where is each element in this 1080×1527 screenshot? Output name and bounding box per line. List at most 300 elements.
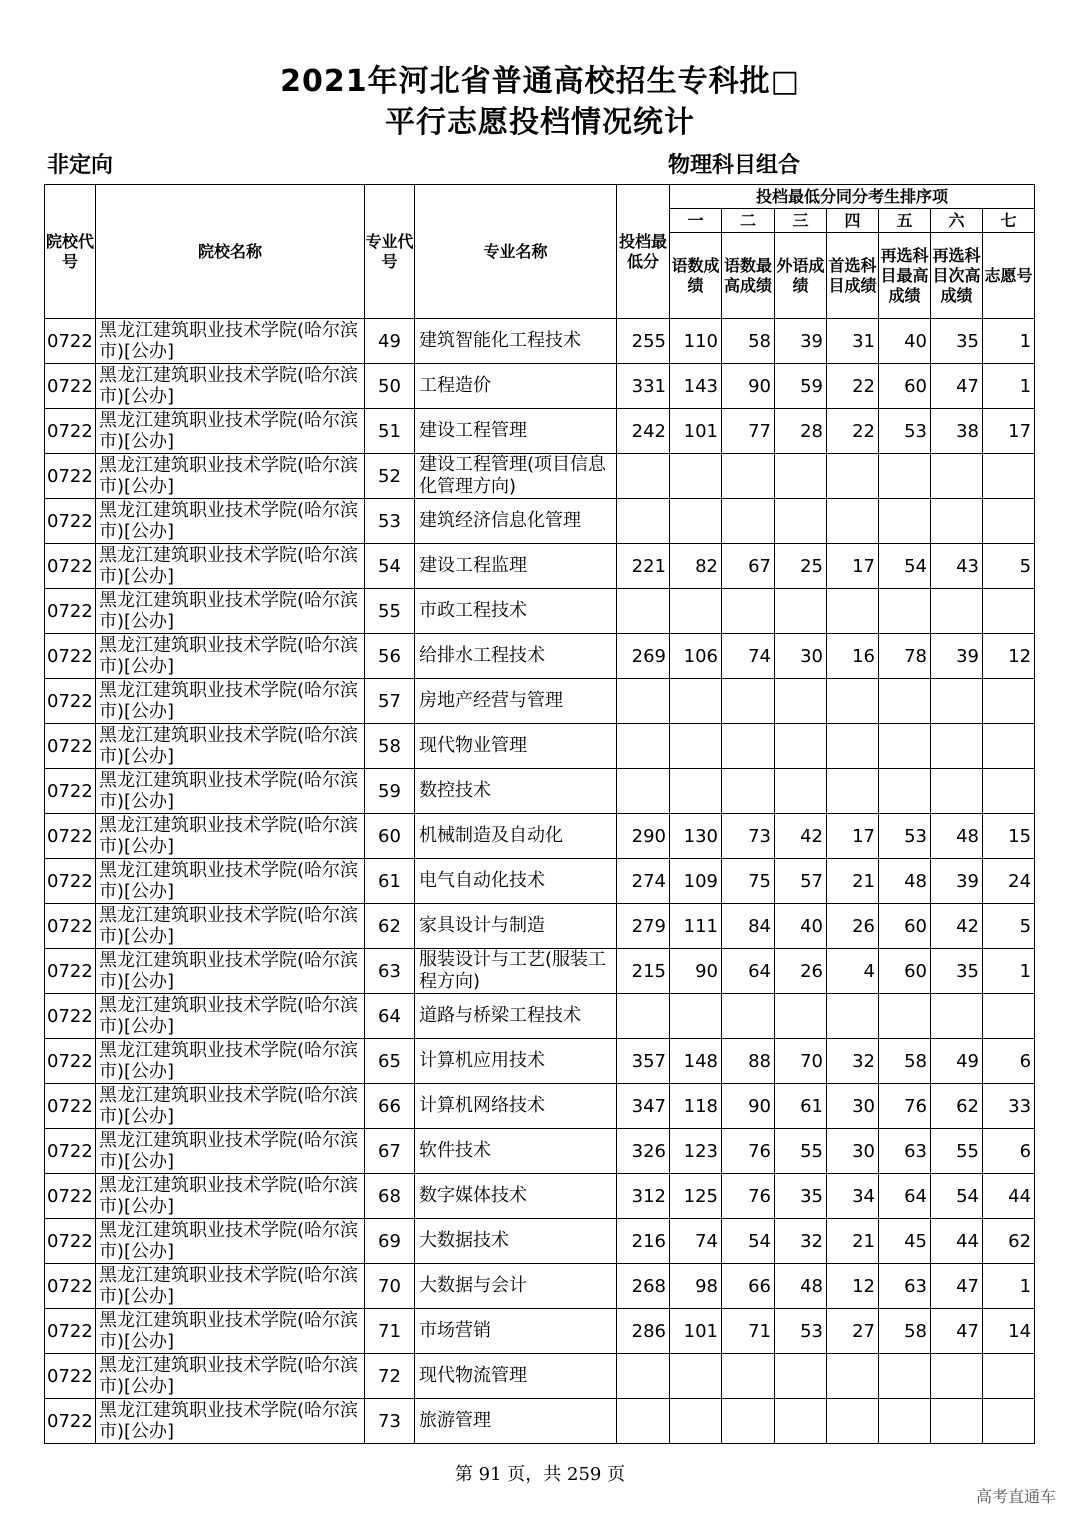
second-subject-max-cell: 58	[879, 1039, 931, 1084]
preference-no-cell: 17	[983, 409, 1035, 454]
chinese-math-cell: 109	[670, 859, 722, 904]
chinese-math-cell	[670, 769, 722, 814]
chinese-math-cell: 143	[670, 364, 722, 409]
school-name-cell: 黑龙江建筑职业技术学院(哈尔滨市)[公办]	[96, 1174, 365, 1219]
min-score-cell	[617, 769, 670, 814]
school-code-cell: 0722	[45, 1309, 96, 1354]
second-subject-next-cell	[931, 769, 983, 814]
major-code-cell: 55	[365, 589, 415, 634]
second-subject-max-cell: 60	[879, 904, 931, 949]
min-score-cell: 312	[617, 1174, 670, 1219]
second-subject-next-cell: 55	[931, 1129, 983, 1174]
major-code-cell: 57	[365, 679, 415, 724]
major-code-cell: 52	[365, 454, 415, 499]
second-subject-next-cell: 47	[931, 1264, 983, 1309]
school-name-cell: 黑龙江建筑职业技术学院(哈尔滨市)[公办]	[96, 634, 365, 679]
second-subject-max-cell: 48	[879, 859, 931, 904]
table-row	[45, 724, 1035, 769]
chinese-math-cell: 106	[670, 634, 722, 679]
second-subject-max-cell: 78	[879, 634, 931, 679]
chinese-math-cell	[670, 589, 722, 634]
foreign-lang-cell	[775, 454, 827, 499]
second-subject-next-cell: 44	[931, 1219, 983, 1264]
second-subject-max-cell: 60	[879, 364, 931, 409]
major-code-cell: 56	[365, 634, 415, 679]
min-score-cell: 255	[617, 319, 670, 364]
major-name-cell: 旅游管理	[415, 1399, 617, 1444]
table-row	[45, 769, 1035, 814]
header-item-1: 语数成绩	[670, 233, 722, 319]
school-code-cell: 0722	[45, 994, 96, 1039]
chinese-math-max-cell: 76	[722, 1174, 775, 1219]
major-name-cell: 大数据与会计	[415, 1264, 617, 1309]
preference-no-cell: 5	[983, 904, 1035, 949]
major-name-cell: 软件技术	[415, 1129, 617, 1174]
foreign-lang-cell: 59	[775, 364, 827, 409]
preference-no-cell: 12	[983, 634, 1035, 679]
min-score-cell: 279	[617, 904, 670, 949]
school-name-cell: 黑龙江建筑职业技术学院(哈尔滨市)[公办]	[96, 1309, 365, 1354]
chinese-math-cell	[670, 499, 722, 544]
second-subject-next-cell: 39	[931, 859, 983, 904]
min-score-cell	[617, 1354, 670, 1399]
table-row	[45, 409, 1035, 454]
foreign-lang-cell	[775, 1399, 827, 1444]
school-name-cell: 黑龙江建筑职业技术学院(哈尔滨市)[公办]	[96, 904, 365, 949]
second-subject-max-cell: 54	[879, 544, 931, 589]
header-min-score: 投档最低分	[617, 185, 670, 319]
min-score-cell	[617, 724, 670, 769]
major-code-cell: 66	[365, 1084, 415, 1129]
foreign-lang-cell: 53	[775, 1309, 827, 1354]
preference-no-cell	[983, 769, 1035, 814]
chinese-math-cell: 74	[670, 1219, 722, 1264]
chinese-math-cell: 111	[670, 904, 722, 949]
second-subject-next-cell	[931, 1399, 983, 1444]
chinese-math-cell: 123	[670, 1129, 722, 1174]
chinese-math-cell: 90	[670, 949, 722, 994]
school-name-cell: 黑龙江建筑职业技术学院(哈尔滨市)[公办]	[96, 544, 365, 589]
major-code-cell: 49	[365, 319, 415, 364]
document-title-line1: 2021年河北省普通高校招生专科批□	[280, 64, 800, 99]
first-subject-cell	[827, 724, 879, 769]
second-subject-max-cell: 40	[879, 319, 931, 364]
major-code-cell: 63	[365, 949, 415, 994]
major-code-cell: 58	[365, 724, 415, 769]
second-subject-max-cell: 60	[879, 949, 931, 994]
first-subject-cell	[827, 1354, 879, 1399]
second-subject-next-cell: 49	[931, 1039, 983, 1084]
school-name-cell: 黑龙江建筑职业技术学院(哈尔滨市)[公办]	[96, 1399, 365, 1444]
major-code-cell: 65	[365, 1039, 415, 1084]
first-subject-cell: 30	[827, 1129, 879, 1174]
school-name-cell: 黑龙江建筑职业技术学院(哈尔滨市)[公办]	[96, 589, 365, 634]
first-subject-cell	[827, 589, 879, 634]
header-major-code: 专业代号	[365, 185, 415, 319]
chinese-math-max-cell	[722, 454, 775, 499]
table-row	[45, 1219, 1035, 1264]
major-code-cell: 64	[365, 994, 415, 1039]
first-subject-cell	[827, 1399, 879, 1444]
preference-no-cell: 1	[983, 949, 1035, 994]
second-subject-max-cell	[879, 499, 931, 544]
table-row	[45, 1309, 1035, 1354]
table-row	[45, 1174, 1035, 1219]
foreign-lang-cell	[775, 994, 827, 1039]
second-subject-next-cell: 48	[931, 814, 983, 859]
second-subject-next-cell: 35	[931, 949, 983, 994]
table-row	[45, 454, 1035, 499]
chinese-math-cell	[670, 994, 722, 1039]
header-order-1: 一	[670, 209, 722, 233]
min-score-cell: 347	[617, 1084, 670, 1129]
major-code-cell: 59	[365, 769, 415, 814]
foreign-lang-cell: 28	[775, 409, 827, 454]
second-subject-next-cell: 47	[931, 1309, 983, 1354]
first-subject-cell: 30	[827, 1084, 879, 1129]
table-row	[45, 949, 1035, 994]
min-score-cell: 290	[617, 814, 670, 859]
foreign-lang-cell	[775, 679, 827, 724]
chinese-math-max-cell	[722, 1399, 775, 1444]
second-subject-next-cell	[931, 1354, 983, 1399]
major-code-cell: 72	[365, 1354, 415, 1399]
table-row	[45, 859, 1035, 904]
table-row	[45, 904, 1035, 949]
header-item-5: 再选科目最高成绩	[879, 233, 931, 319]
major-name-cell: 计算机应用技术	[415, 1039, 617, 1084]
chinese-math-max-cell: 66	[722, 1264, 775, 1309]
chinese-math-max-cell: 75	[722, 859, 775, 904]
first-subject-cell: 16	[827, 634, 879, 679]
min-score-cell	[617, 589, 670, 634]
chinese-math-cell: 98	[670, 1264, 722, 1309]
second-subject-next-cell	[931, 589, 983, 634]
header-order-4: 四	[827, 209, 879, 233]
second-subject-max-cell: 64	[879, 1174, 931, 1219]
school-code-cell: 0722	[45, 1264, 96, 1309]
school-name-cell: 黑龙江建筑职业技术学院(哈尔滨市)[公办]	[96, 409, 365, 454]
major-code-cell: 73	[365, 1399, 415, 1444]
foreign-lang-cell: 32	[775, 1219, 827, 1264]
min-score-cell: 242	[617, 409, 670, 454]
second-subject-max-cell	[879, 769, 931, 814]
foreign-lang-cell: 55	[775, 1129, 827, 1174]
preference-no-cell: 6	[983, 1039, 1035, 1084]
min-score-cell: 215	[617, 949, 670, 994]
table-row	[45, 994, 1035, 1039]
preference-no-cell: 1	[983, 1264, 1035, 1309]
table-row	[45, 544, 1035, 589]
chinese-math-cell: 101	[670, 1309, 722, 1354]
header-major-name: 专业名称	[415, 185, 617, 319]
second-subject-max-cell	[879, 589, 931, 634]
chinese-math-max-cell: 90	[722, 364, 775, 409]
chinese-math-max-cell: 54	[722, 1219, 775, 1264]
school-name-cell: 黑龙江建筑职业技术学院(哈尔滨市)[公办]	[96, 319, 365, 364]
school-name-cell: 黑龙江建筑职业技术学院(哈尔滨市)[公办]	[96, 1264, 365, 1309]
school-code-cell: 0722	[45, 1039, 96, 1084]
table-row	[45, 364, 1035, 409]
min-score-cell	[617, 679, 670, 724]
preference-no-cell	[983, 454, 1035, 499]
header-order-7: 七	[983, 209, 1035, 233]
major-name-cell: 道路与桥梁工程技术	[415, 994, 617, 1039]
first-subject-cell: 17	[827, 544, 879, 589]
first-subject-cell	[827, 499, 879, 544]
min-score-cell: 269	[617, 634, 670, 679]
major-name-cell: 大数据技术	[415, 1219, 617, 1264]
header-order-3: 三	[775, 209, 827, 233]
major-name-cell: 数字媒体技术	[415, 1174, 617, 1219]
school-code-cell: 0722	[45, 1084, 96, 1129]
first-subject-cell: 21	[827, 859, 879, 904]
min-score-cell: 221	[617, 544, 670, 589]
preference-no-cell	[983, 589, 1035, 634]
table-row	[45, 1399, 1035, 1444]
chinese-math-max-cell: 90	[722, 1084, 775, 1129]
min-score-cell: 286	[617, 1309, 670, 1354]
school-name-cell: 黑龙江建筑职业技术学院(哈尔滨市)[公办]	[96, 1039, 365, 1084]
major-code-cell: 53	[365, 499, 415, 544]
min-score-cell: 326	[617, 1129, 670, 1174]
header-order-2: 二	[722, 209, 775, 233]
foreign-lang-cell	[775, 769, 827, 814]
min-score-cell	[617, 994, 670, 1039]
school-code-cell: 0722	[45, 634, 96, 679]
first-subject-cell	[827, 994, 879, 1039]
first-subject-cell: 4	[827, 949, 879, 994]
foreign-lang-cell	[775, 724, 827, 769]
second-subject-max-cell	[879, 679, 931, 724]
first-subject-cell: 12	[827, 1264, 879, 1309]
second-subject-next-cell: 43	[931, 544, 983, 589]
foreign-lang-cell: 25	[775, 544, 827, 589]
school-name-cell: 黑龙江建筑职业技术学院(哈尔滨市)[公办]	[96, 499, 365, 544]
major-code-cell: 62	[365, 904, 415, 949]
chinese-math-cell	[670, 1354, 722, 1399]
chinese-math-max-cell	[722, 769, 775, 814]
school-name-cell: 黑龙江建筑职业技术学院(哈尔滨市)[公办]	[96, 859, 365, 904]
first-subject-cell: 26	[827, 904, 879, 949]
second-subject-next-cell: 35	[931, 319, 983, 364]
min-score-cell	[617, 454, 670, 499]
major-name-cell: 电气自动化技术	[415, 859, 617, 904]
school-code-cell: 0722	[45, 859, 96, 904]
first-subject-cell	[827, 454, 879, 499]
foreign-lang-cell: 48	[775, 1264, 827, 1309]
chinese-math-max-cell: 58	[722, 319, 775, 364]
chinese-math-cell	[670, 1399, 722, 1444]
preference-no-cell: 15	[983, 814, 1035, 859]
major-name-cell: 给排水工程技术	[415, 634, 617, 679]
major-name-cell: 建筑经济信息化管理	[415, 499, 617, 544]
second-subject-max-cell	[879, 994, 931, 1039]
first-subject-cell	[827, 679, 879, 724]
preference-no-cell	[983, 724, 1035, 769]
table-row	[45, 1264, 1035, 1309]
preference-no-cell	[983, 1399, 1035, 1444]
second-subject-next-cell	[931, 994, 983, 1039]
first-subject-cell: 27	[827, 1309, 879, 1354]
table-row	[45, 814, 1035, 859]
header-item-4: 首选科目成绩	[827, 233, 879, 319]
foreign-lang-cell: 26	[775, 949, 827, 994]
first-subject-cell: 22	[827, 409, 879, 454]
second-subject-next-cell: 62	[931, 1084, 983, 1129]
table-row	[45, 1039, 1035, 1084]
chinese-math-cell: 82	[670, 544, 722, 589]
second-subject-max-cell	[879, 1354, 931, 1399]
major-name-cell: 建设工程管理	[415, 409, 617, 454]
school-name-cell: 黑龙江建筑职业技术学院(哈尔滨市)[公办]	[96, 814, 365, 859]
major-name-cell: 现代物业管理	[415, 724, 617, 769]
header-tiebreak-group: 投档最低分同分考生排序项	[670, 185, 1035, 209]
chinese-math-max-cell	[722, 1354, 775, 1399]
chinese-math-cell: 130	[670, 814, 722, 859]
school-code-cell: 0722	[45, 1174, 96, 1219]
preference-no-cell: 1	[983, 364, 1035, 409]
preference-no-cell: 62	[983, 1219, 1035, 1264]
page-footer: 第 91 页，共 259 页	[454, 1464, 626, 1485]
school-code-cell: 0722	[45, 544, 96, 589]
school-name-cell: 黑龙江建筑职业技术学院(哈尔滨市)[公办]	[96, 454, 365, 499]
foreign-lang-cell: 70	[775, 1039, 827, 1084]
chinese-math-max-cell	[722, 679, 775, 724]
preference-no-cell: 33	[983, 1084, 1035, 1129]
table-row	[45, 499, 1035, 544]
preference-no-cell	[983, 1354, 1035, 1399]
foreign-lang-cell: 35	[775, 1174, 827, 1219]
school-code-cell: 0722	[45, 814, 96, 859]
chinese-math-max-cell: 74	[722, 634, 775, 679]
header-order-6: 六	[931, 209, 983, 233]
first-subject-cell: 17	[827, 814, 879, 859]
chinese-math-max-cell	[722, 994, 775, 1039]
school-code-cell: 0722	[45, 364, 96, 409]
chinese-math-cell: 110	[670, 319, 722, 364]
chinese-math-cell: 118	[670, 1084, 722, 1129]
foreign-lang-cell: 39	[775, 319, 827, 364]
foreign-lang-cell: 30	[775, 634, 827, 679]
major-code-cell: 50	[365, 364, 415, 409]
min-score-cell: 274	[617, 859, 670, 904]
major-name-cell: 房地产经营与管理	[415, 679, 617, 724]
school-name-cell: 黑龙江建筑职业技术学院(哈尔滨市)[公办]	[96, 679, 365, 724]
second-subject-max-cell: 76	[879, 1084, 931, 1129]
second-subject-max-cell: 58	[879, 1309, 931, 1354]
school-code-cell: 0722	[45, 454, 96, 499]
min-score-cell	[617, 499, 670, 544]
chinese-math-cell: 101	[670, 409, 722, 454]
school-name-cell: 黑龙江建筑职业技术学院(哈尔滨市)[公办]	[96, 724, 365, 769]
major-name-cell: 数控技术	[415, 769, 617, 814]
foreign-lang-cell: 57	[775, 859, 827, 904]
chinese-math-max-cell: 88	[722, 1039, 775, 1084]
school-name-cell: 黑龙江建筑职业技术学院(哈尔滨市)[公办]	[96, 1129, 365, 1174]
major-name-cell: 建设工程监理	[415, 544, 617, 589]
school-code-cell: 0722	[45, 679, 96, 724]
second-subject-max-cell: 45	[879, 1219, 931, 1264]
preference-no-cell	[983, 994, 1035, 1039]
table-row	[45, 679, 1035, 724]
chinese-math-cell	[670, 454, 722, 499]
first-subject-cell: 21	[827, 1219, 879, 1264]
second-subject-next-cell: 42	[931, 904, 983, 949]
school-code-cell: 0722	[45, 769, 96, 814]
school-name-cell: 黑龙江建筑职业技术学院(哈尔滨市)[公办]	[96, 994, 365, 1039]
chinese-math-max-cell: 77	[722, 409, 775, 454]
second-subject-next-cell	[931, 724, 983, 769]
chinese-math-max-cell: 76	[722, 1129, 775, 1174]
chinese-math-max-cell: 73	[722, 814, 775, 859]
chinese-math-max-cell: 84	[722, 904, 775, 949]
major-name-cell: 工程造价	[415, 364, 617, 409]
foreign-lang-cell	[775, 1354, 827, 1399]
foreign-lang-cell	[775, 589, 827, 634]
chinese-math-cell: 125	[670, 1174, 722, 1219]
second-subject-max-cell: 53	[879, 814, 931, 859]
foreign-lang-cell: 40	[775, 904, 827, 949]
preference-no-cell: 24	[983, 859, 1035, 904]
major-name-cell: 现代物流管理	[415, 1354, 617, 1399]
header-item-2: 语数最高成绩	[722, 233, 775, 319]
chinese-math-max-cell	[722, 589, 775, 634]
major-code-cell: 71	[365, 1309, 415, 1354]
category-label: 非定向	[47, 153, 114, 178]
school-code-cell: 0722	[45, 1354, 96, 1399]
foreign-lang-cell: 42	[775, 814, 827, 859]
table-row	[45, 319, 1035, 364]
header-school-name: 院校名称	[96, 185, 365, 319]
foreign-lang-cell	[775, 499, 827, 544]
preference-no-cell	[983, 679, 1035, 724]
document-title-line2: 平行志愿投档情况统计	[385, 105, 695, 140]
school-code-cell: 0722	[45, 499, 96, 544]
second-subject-max-cell	[879, 1399, 931, 1444]
second-subject-next-cell	[931, 454, 983, 499]
chinese-math-max-cell	[722, 724, 775, 769]
second-subject-next-cell: 38	[931, 409, 983, 454]
chinese-math-max-cell	[722, 499, 775, 544]
school-code-cell: 0722	[45, 1129, 96, 1174]
school-name-cell: 黑龙江建筑职业技术学院(哈尔滨市)[公办]	[96, 949, 365, 994]
second-subject-max-cell: 63	[879, 1264, 931, 1309]
preference-no-cell: 6	[983, 1129, 1035, 1174]
preference-no-cell	[983, 499, 1035, 544]
subject-group-label: 物理科目组合	[668, 153, 801, 178]
table-row	[45, 1129, 1035, 1174]
chinese-math-cell	[670, 724, 722, 769]
major-code-cell: 68	[365, 1174, 415, 1219]
major-name-cell: 家具设计与制造	[415, 904, 617, 949]
preference-no-cell: 44	[983, 1174, 1035, 1219]
major-name-cell: 服装设计与工艺(服装工程方向)	[415, 949, 617, 994]
major-code-cell: 69	[365, 1219, 415, 1264]
min-score-cell: 357	[617, 1039, 670, 1084]
header-order-5: 五	[879, 209, 931, 233]
school-code-cell: 0722	[45, 904, 96, 949]
chinese-math-cell	[670, 679, 722, 724]
school-name-cell: 黑龙江建筑职业技术学院(哈尔滨市)[公办]	[96, 1084, 365, 1129]
major-code-cell: 67	[365, 1129, 415, 1174]
table-row	[45, 1084, 1035, 1129]
major-name-cell: 建筑智能化工程技术	[415, 319, 617, 364]
school-code-cell: 0722	[45, 409, 96, 454]
major-code-cell: 61	[365, 859, 415, 904]
chinese-math-max-cell: 64	[722, 949, 775, 994]
school-code-cell: 0722	[45, 319, 96, 364]
